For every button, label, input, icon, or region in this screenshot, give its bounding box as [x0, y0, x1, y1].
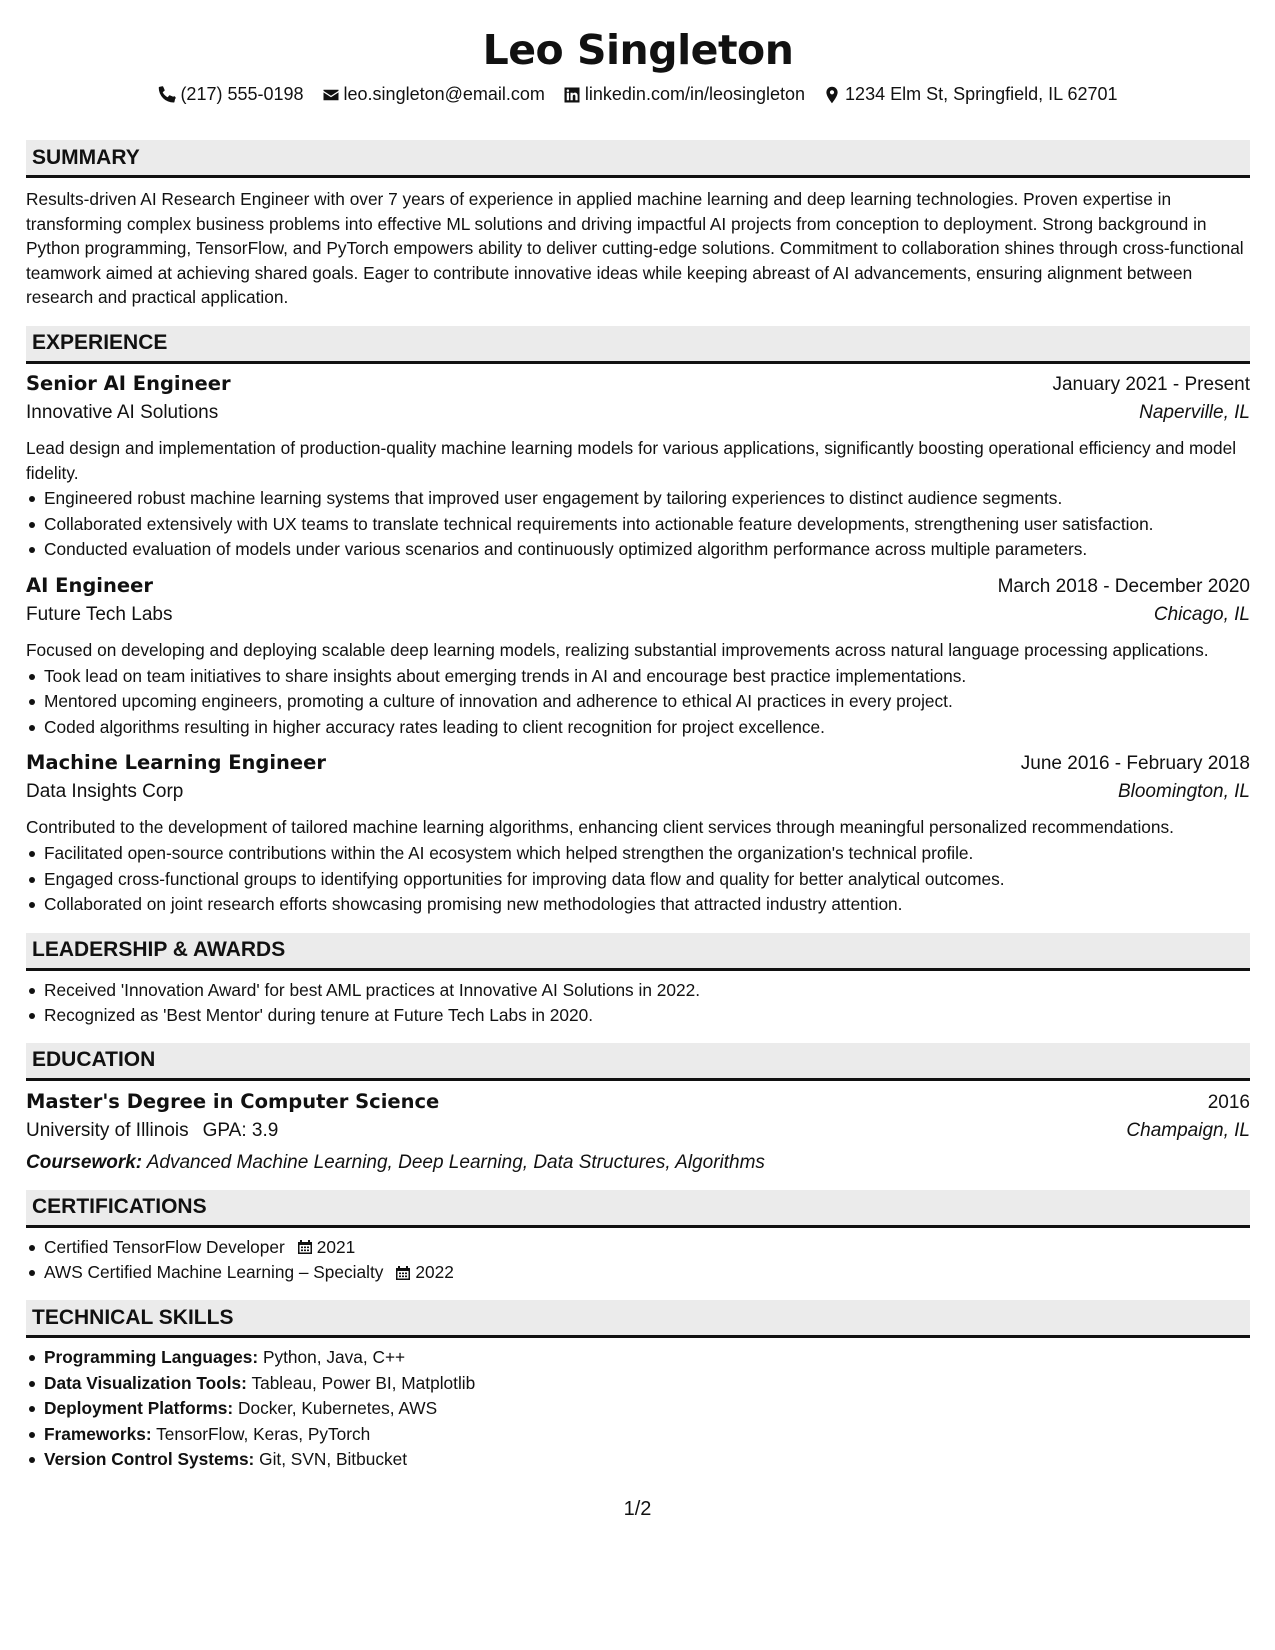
- skill-item: [26, 1422, 1250, 1447]
- skill-item: [26, 1447, 1250, 1472]
- job-location: Chicago, IL: [1153, 603, 1250, 625]
- bullet-item: Engineered robust machine learning systems that improved user engagement by tailoring experiences to distinct audience segments.: [26, 486, 1250, 511]
- bullet-item: Collaborated on joint research efforts showcasing promising new methodologies that attracted industry attention.: [26, 892, 1250, 917]
- coursework-text: Advanced Machine Learning, Deep Learning, Data Structures, Algorithms: [146, 1151, 765, 1173]
- certification-year: 2022: [415, 1262, 454, 1283]
- page-number: 1/2: [623, 1498, 652, 1520]
- contact-linkedin[interactable]: [563, 84, 805, 105]
- leadership-heading: LEADERSHIP & AWARDS: [26, 933, 1250, 971]
- certification-name: Certified TensorFlow Developer: [44, 1236, 285, 1257]
- skill-item: [26, 1396, 1250, 1421]
- summary-heading: SUMMARY: [26, 140, 1250, 178]
- job-dates: March 2018 - December 2020: [997, 575, 1250, 597]
- bullet-item: Coded algorithms resulting in higher accuracy rates leading to client recognition for project excellence.: [26, 715, 1250, 740]
- certification-year: 2021: [316, 1236, 356, 1257]
- phone-icon: [158, 86, 176, 104]
- job-description: Focused on developing and deploying scalable deep learning models, realizing substantial improvements across natural language processing applications.: [26, 639, 1209, 660]
- bullet-item: Collaborated extensively with UX teams to translate technical requirements into actionable feature developments, strengthening user satisfaction.: [26, 512, 1250, 537]
- skill-item: [26, 1371, 1250, 1396]
- job-company: Data Insights Corp: [26, 781, 184, 803]
- skill-item: [26, 1345, 1250, 1370]
- certification-item: [26, 1235, 1250, 1260]
- degree-title: Master's Degree in Computer Science: [26, 1089, 440, 1113]
- education-heading: EDUCATION: [26, 1043, 1250, 1081]
- calendar-icon: [395, 1265, 411, 1281]
- bullet-item: Took lead on team initiatives to share insights about emerging trends in AI and encourage best practice implementations.: [26, 664, 1250, 689]
- skills-list: [26, 1345, 1250, 1472]
- award-item: Recognized as 'Best Mentor' during tenure at Future Tech Labs in 2020.: [26, 1003, 1250, 1028]
- skill-value: TensorFlow, Keras, PyTorch: [156, 1423, 371, 1444]
- certifications-heading: CERTIFICATIONS: [26, 1190, 1250, 1228]
- bullet-item: Engaged cross-functional groups to identifying opportunities for improving data flow and quality for better analytical outcomes.: [26, 867, 1250, 892]
- email-link[interactable]: leo.singleton@email.com: [343, 84, 545, 104]
- contact-address: [823, 84, 1118, 105]
- map-marker-icon: [823, 86, 841, 104]
- linkedin-link[interactable]: linkedin.com/in/leosingleton: [584, 84, 806, 104]
- envelope-icon: [322, 86, 340, 104]
- skill-value: Git, SVN, Bitbucket: [259, 1449, 408, 1470]
- skill-label: Programming Languages:: [44, 1347, 259, 1368]
- skill-label: Version Control Systems:: [44, 1449, 255, 1470]
- certification-name: AWS Certified Machine Learning – Specialty: [44, 1262, 384, 1283]
- certifications-list: [26, 1235, 1250, 1285]
- contact-bar: [26, 84, 1250, 105]
- bullet-item: Facilitated open-source contributions within the AI ecosystem which helped strengthen the organization's technical profile.: [26, 841, 1250, 866]
- resume-page: [26, 0, 1250, 1472]
- job-location: Naperville, IL: [1139, 401, 1250, 423]
- job-bullets: [26, 841, 1250, 917]
- job-dates: June 2016 - February 2018: [1020, 753, 1250, 775]
- skill-label: Frameworks:: [44, 1423, 152, 1444]
- phone-text: (217) 555-0198: [180, 84, 304, 104]
- bullet-item: Mentored upcoming engineers, promoting a culture of innovation and adherence to ethical AI practices in every project.: [26, 689, 1250, 714]
- skill-label: Data Visualization Tools:: [44, 1372, 247, 1393]
- coursework-line: [26, 1152, 1250, 1174]
- coursework-label: Coursework:: [26, 1151, 143, 1173]
- contact-email[interactable]: [322, 84, 545, 105]
- skill-value: Python, Java, C++: [262, 1347, 406, 1368]
- job-description: Lead design and implementation of production-quality machine learning models for various applications, significantly boosting operational efficiency and model fidelity.: [26, 437, 1237, 483]
- job-title: Senior AI Engineer: [26, 371, 231, 395]
- school-line: [26, 1120, 278, 1142]
- gpa-text: GPA: 3.9: [202, 1119, 279, 1141]
- certification-item: [26, 1260, 1250, 1285]
- job-company: Future Tech Labs: [26, 603, 173, 625]
- job-title: AI Engineer: [26, 573, 153, 597]
- address-text: 1234 Elm St, Springfield, IL 62701: [845, 84, 1118, 104]
- contact-phone: [158, 84, 303, 105]
- award-item: Received 'Innovation Award' for best AML practices at Innovative AI Solutions in 2022.: [26, 978, 1250, 1003]
- school-name: University of Illinois: [26, 1119, 189, 1141]
- job-entry: [26, 751, 1250, 916]
- job-title: Machine Learning Engineer: [26, 751, 327, 775]
- candidate-name: Leo Singleton: [482, 26, 794, 74]
- graduation-year: 2016: [1207, 1091, 1250, 1113]
- job-bullets: [26, 664, 1250, 740]
- skills-heading: TECHNICAL SKILLS: [26, 1300, 1250, 1338]
- job-dates: January 2021 - Present: [1052, 373, 1250, 395]
- experience-heading: EXPERIENCE: [26, 326, 1250, 364]
- linkedin-icon: [563, 86, 581, 104]
- skill-label: Deployment Platforms:: [44, 1398, 234, 1419]
- bullet-item: Conducted evaluation of models under various scenarios and continuously optimized algorithm performance across multiple parameters.: [26, 537, 1250, 562]
- job-description: Contributed to the development of tailored machine learning algorithms, enhancing client services through meaningful personalized recommendations.: [26, 817, 1174, 838]
- skill-value: Tableau, Power BI, Matplotlib: [251, 1372, 476, 1393]
- calendar-icon: [297, 1239, 313, 1255]
- job-location: Bloomington, IL: [1117, 781, 1250, 803]
- summary-text: Results-driven AI Research Engineer with over 7 years of experience in applied machine learning and deep learning technologies. Proven expertise in transforming complex business problems into effective ML solutions and driving impactful AI projects from conception to deployment. Strong background in Python programming, TensorFlow, and PyTorch empowers ability to deliver cutting-edge solutions. Commitment to collaboration shines through cross-functional teamwork aimed at achieving shared goals. Eager to contribute innovative ideas while keeping abreast of AI advancements, ensuring alignment between research and practical application.: [26, 189, 1244, 308]
- school-location: Champaign, IL: [1126, 1119, 1250, 1141]
- job-entry: [26, 372, 1250, 562]
- education-entry: [26, 1090, 1250, 1174]
- skill-value: Docker, Kubernetes, AWS: [237, 1398, 438, 1419]
- job-company: Innovative AI Solutions: [26, 401, 219, 423]
- job-entry: [26, 574, 1250, 739]
- job-bullets: [26, 486, 1250, 562]
- leadership-list: [26, 978, 1250, 1028]
